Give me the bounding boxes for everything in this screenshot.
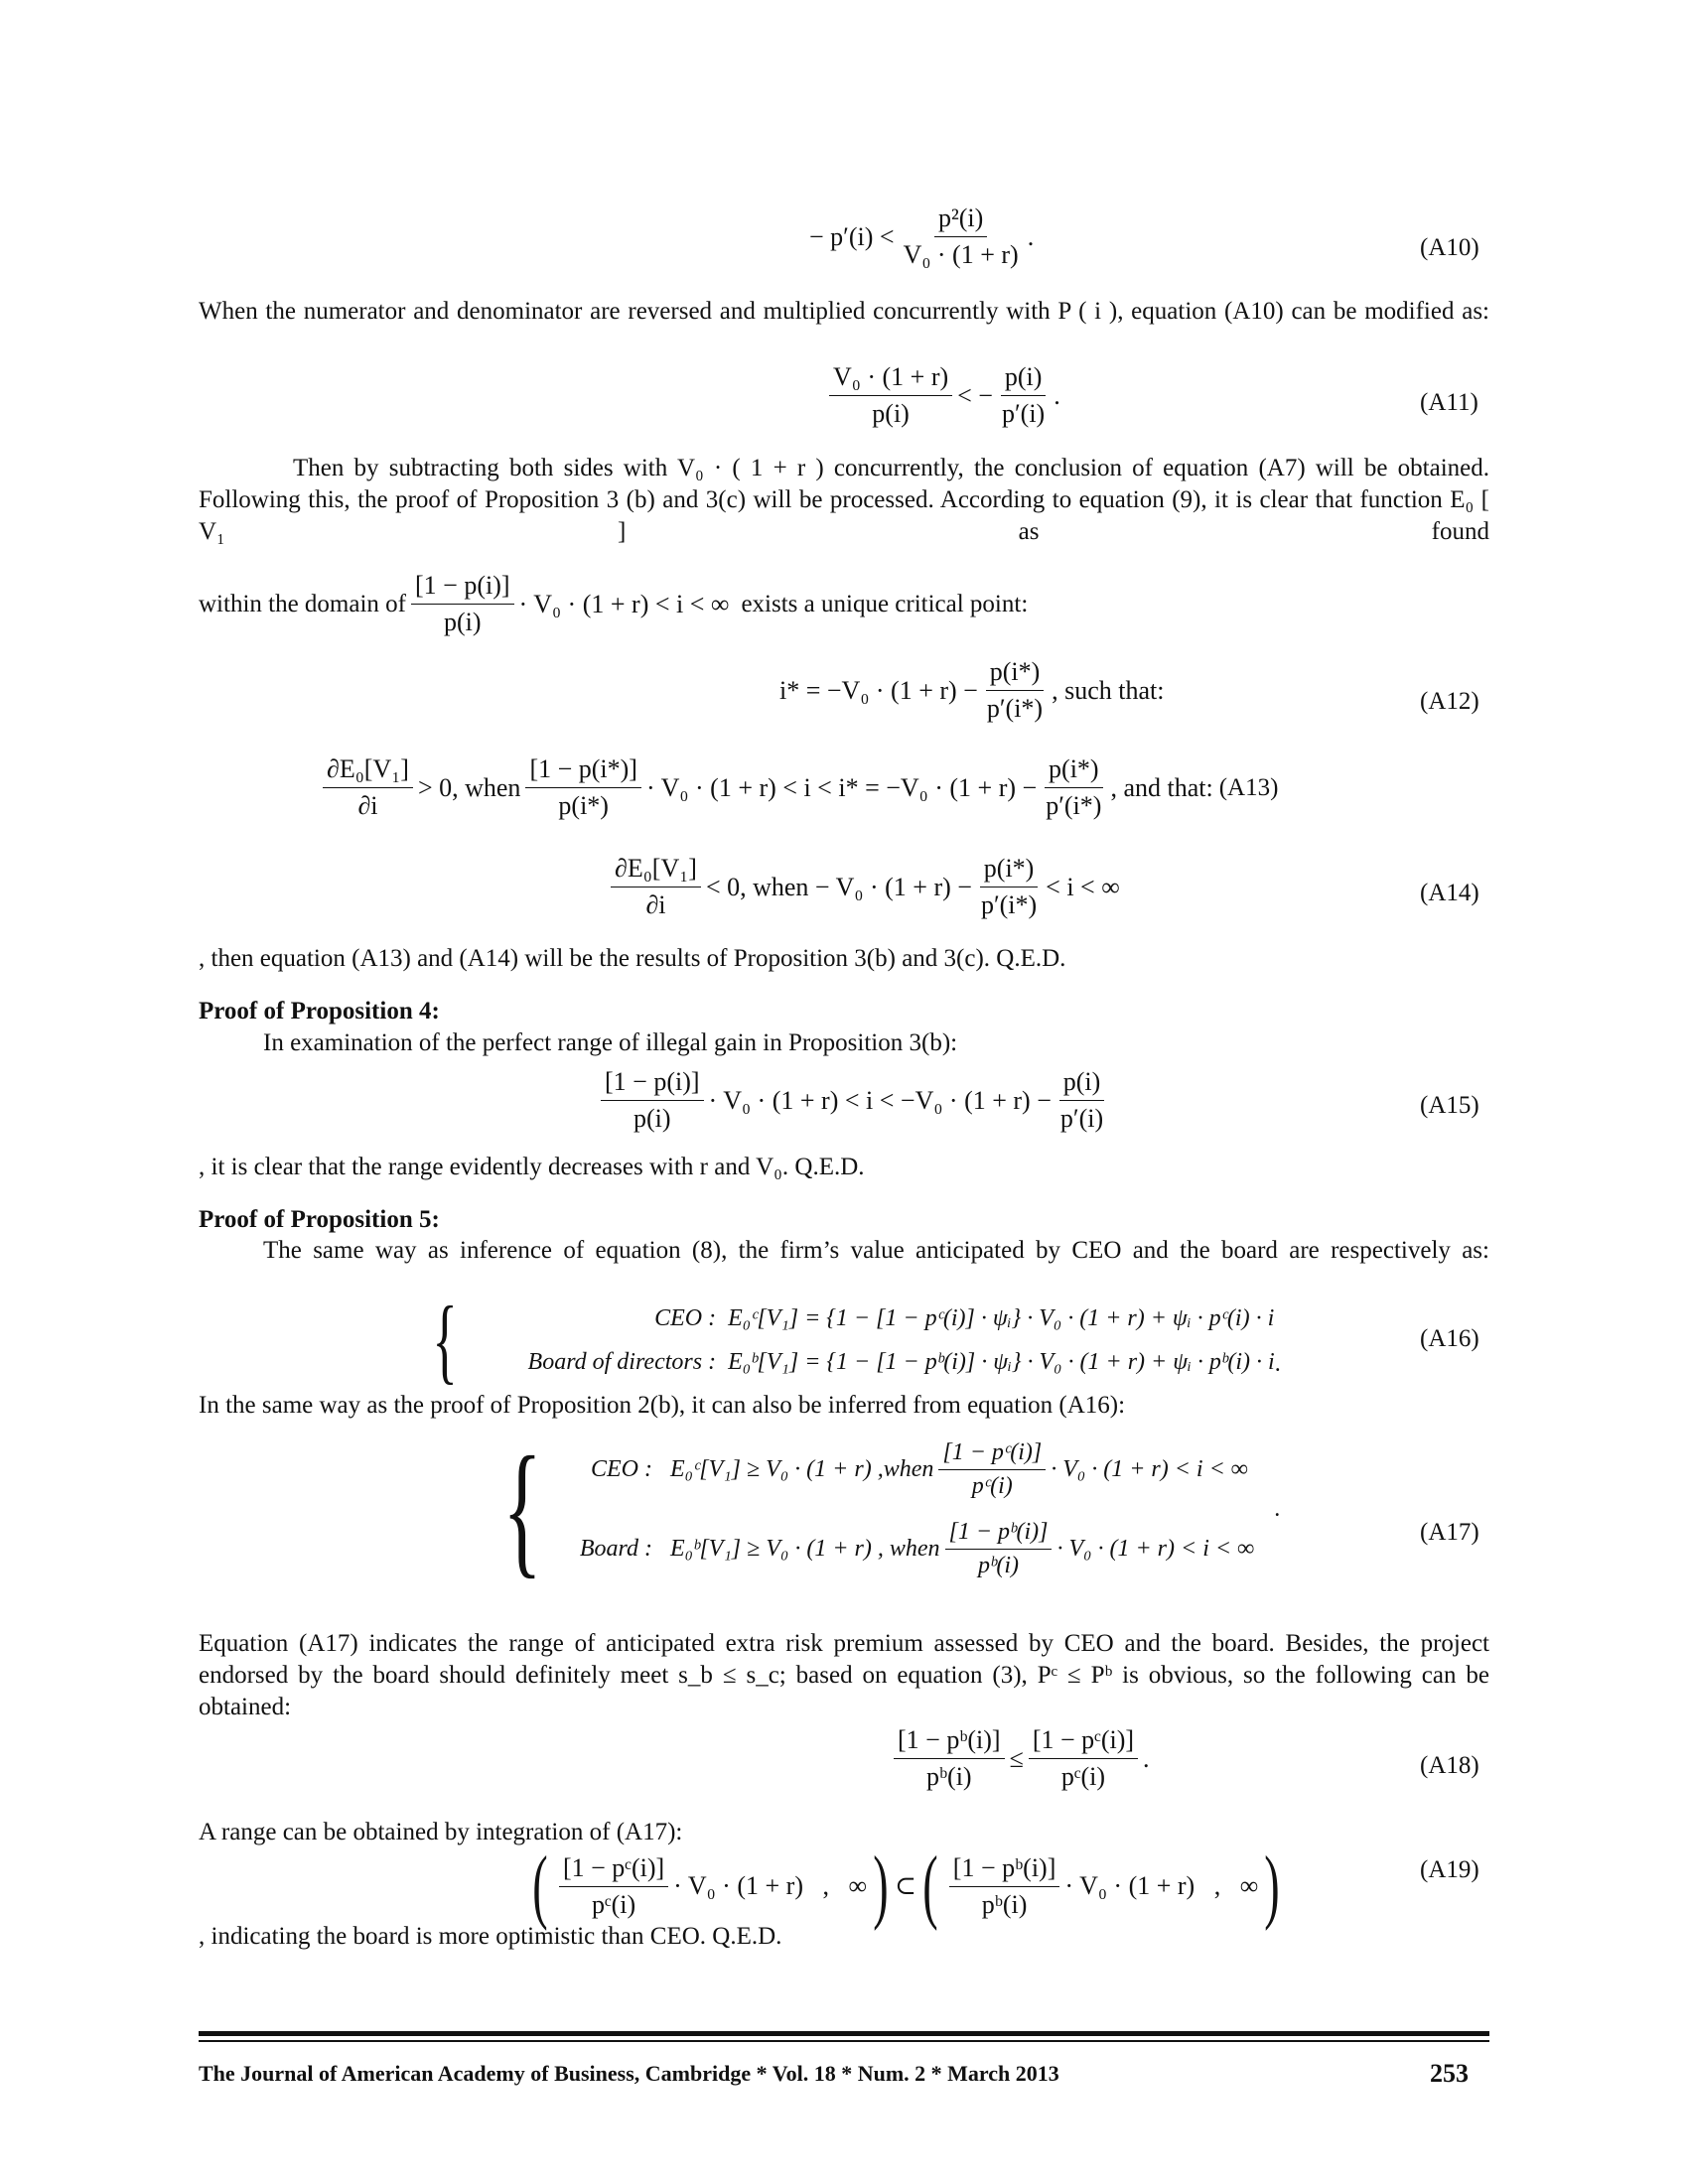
a17-row1-range: · V₀ · (1 + r) < i < ∞ [1051, 1455, 1248, 1482]
a19-interval-left: · V₀ · (1 + r) , ∞ [673, 1871, 868, 1900]
a18-relation: ≤ [1009, 1743, 1024, 1773]
paragraph-proposition-4: In examination of the perfect range of illegal gain in Proposition 3(b): [263, 1029, 958, 1056]
a19-numerator-left: [1 − pᶜ(i)] [559, 1853, 668, 1887]
a13-tail: , and that: [1110, 772, 1213, 802]
a13-fraction-derivative [323, 754, 413, 821]
a11-numerator-left: V₀ · (1 + r) [829, 362, 952, 396]
a17-row1-numerator: [1 − pᶜ(i)] [938, 1439, 1046, 1470]
a10-fraction [900, 204, 1023, 270]
paragraph-proposition-3: Then by subtracting both sides with V₀ · ( 1 + r ) concurrently, the conclusion of equation (A7) will be obtained. Following this, the proof of Proposition 3 (b) and 3(c) will be processed. According to equation (9), it is clear that function E₀ [ V₁ ] as found [199, 455, 1489, 545]
a14-denominator: p′(i*) [980, 890, 1038, 919]
domain-line [199, 571, 1028, 637]
a18-denominator-left: pᵇ(i) [925, 1762, 972, 1791]
equation-number-a12: (A12) [1420, 688, 1479, 715]
equation-a19 [526, 1840, 1286, 1932]
a19-interval-right: · V₀ · (1 + r) , ∞ [1064, 1871, 1259, 1900]
paragraph-proposition-5: The same way as inference of equation (8), the firm’s value anticipated by CEO and the board are respectively as: [263, 1237, 1489, 1264]
a17-row2-range: · V₀ · (1 + r) < i < ∞ [1056, 1535, 1255, 1562]
paragraph-a10-modification: When the numerator and denominator are reversed and multiplied concurrently with P ( i ), equation (A10) can be modified as: [199, 298, 1489, 325]
a11-fraction-right [998, 362, 1049, 429]
a19-close-paren-right: ) [1264, 1840, 1280, 1932]
equation-a18 [889, 1725, 1150, 1792]
a17-row1-label: CEO : [591, 1455, 652, 1482]
paragraph-a16-inference: In the same way as the proof of Proposition 2(b), it can also be inferred from equation (A16): [199, 1392, 1126, 1419]
equation-a15 [596, 1067, 1112, 1134]
domain-denominator: p(i) [443, 608, 482, 636]
equation-number-a13: (A13) [1218, 773, 1279, 801]
a13-derivative-numerator: ∂E₀[V₁] [323, 754, 413, 788]
a17-left-brace: { [502, 1427, 542, 1591]
a17-row2-numerator: [1 − pᵇ(i)] [945, 1519, 1053, 1550]
equation-a11 [824, 362, 1060, 429]
a15-denominator-right: p′(i) [1059, 1104, 1104, 1133]
heading-proof-proposition-4: Proof of Proposition 4: [199, 998, 440, 1024]
a17-row2-fraction [945, 1519, 1053, 1579]
a17-row2-denominator: pᵇ(i) [977, 1552, 1020, 1578]
a19-open-paren-right: ( [922, 1840, 938, 1932]
domain-text-pre: within the domain of [199, 590, 406, 617]
equation-number-a10: (A10) [1420, 234, 1479, 261]
equation-number-a11: (A11) [1420, 389, 1478, 416]
a10-tail: . [1027, 221, 1035, 251]
domain-text-post: exists a unique critical point: [741, 590, 1029, 617]
a10-lhs: − p′(i) < [809, 221, 895, 251]
a16-tail: . [1274, 1351, 1281, 1377]
a17-row2-label: Board : [579, 1535, 652, 1562]
equation-a10 [809, 204, 1034, 270]
a19-denominator-left: pᶜ(i) [591, 1889, 636, 1919]
a16-row2-label: Board of directors : [527, 1348, 717, 1375]
page-number: 253 [1430, 2059, 1469, 2088]
a13-upper-denominator: p′(i*) [1046, 791, 1102, 820]
a19-denominator-right: pᵇ(i) [981, 1889, 1028, 1919]
domain-fraction [411, 571, 514, 637]
a17-row1-expression: E₀ᶜ[V₁] ≥ V₀ · (1 + r) ,when [670, 1455, 934, 1482]
a19-open-paren-left: ( [532, 1840, 548, 1932]
a18-tail: . [1143, 1743, 1150, 1773]
equation-number-a17: (A17) [1420, 1519, 1479, 1546]
a11-fraction-left [829, 362, 952, 429]
a15-denominator-left: p(i) [633, 1104, 671, 1133]
a19-subset: ⊂ [895, 1871, 916, 1900]
a17-row2-expression: E₀ᵇ[V₁] ≥ V₀ · (1 + r) , when [670, 1535, 940, 1562]
a17-row1-denominator: pᶜ(i) [971, 1472, 1013, 1499]
a11-denominator-right: p′(i) [1001, 399, 1046, 428]
paragraph-a13-a14-result: , then equation (A13) and (A14) will be the results of Proposition 3(b) and 3(c). Q.E.D. [199, 945, 1066, 972]
a14-numerator: p(i*) [980, 854, 1039, 887]
a11-denominator-left: p(i) [872, 399, 910, 428]
footer-rule-thick [199, 2031, 1489, 2036]
a18-numerator-right: [1 − pᶜ(i)] [1029, 1725, 1138, 1759]
a13-lower-denominator: p(i*) [558, 791, 609, 820]
journal-footer: The Journal of American Academy of Business, Cambridge * Vol. 18 * Num. 2 * March 2013 [199, 2061, 1059, 2086]
a19-fraction-right [949, 1853, 1060, 1920]
a12-denominator: p′(i*) [986, 694, 1044, 723]
a16-left-brace: { [432, 1287, 458, 1393]
footer-rule-thin [199, 2040, 1489, 2042]
a16-row1-expression: E₀ᶜ[V₁] = {1 − [1 − pᶜ(i)] · ψᵢ} · V₀ · (1 + r) + ψᵢ · pᶜ(i) · i [728, 1304, 1275, 1331]
equation-number-a19: (A19) [1420, 1856, 1479, 1883]
equation-a13 [318, 754, 1278, 821]
paragraph-a17-risk-premium: Equation (A17) indicates the range of anticipated extra risk premium assessed by CEO and the board. Besides, the project endorsed by the board should definitely meet s_b ≤ s_c; based on equation (3), Pᶜ ≤ Pᵇ is obvious, so the following can be obtained: [199, 1630, 1489, 1720]
paragraph-integration: A range can be obtained by integration of (A17): [199, 1819, 683, 1845]
domain-inequality: · V₀ · (1 + r) < i < ∞ [518, 589, 730, 618]
a18-fraction-left [894, 1725, 1005, 1792]
a16-row1-label: CEO : [654, 1304, 717, 1331]
equation-a14 [606, 854, 1120, 920]
a14-derivative-numerator: ∂E₀[V₁] [611, 854, 701, 887]
equation-a16 [422, 1287, 1281, 1393]
a19-fraction-left [559, 1853, 668, 1920]
a17-tail: . [1274, 1495, 1281, 1522]
a19-numerator-right: [1 − pᵇ(i)] [949, 1853, 1060, 1887]
domain-numerator: [1 − p(i)] [411, 571, 514, 605]
a16-row2-expression: E₀ᵇ[V₁] = {1 − [1 − pᵇ(i)] · ψᵢ} · V₀ · (1 + r) + ψᵢ · pᵇ(i) · i [728, 1348, 1275, 1375]
equation-number-a16: (A16) [1420, 1325, 1479, 1352]
a12-lhs: i* = −V₀ · (1 + r) − [779, 675, 978, 705]
equation-number-a18: (A18) [1420, 1752, 1479, 1779]
a14-fraction [977, 854, 1041, 920]
a11-relation: < − [957, 380, 993, 410]
paragraph-conclusion: , indicating the board is more optimistic than CEO. Q.E.D. [199, 1923, 782, 1950]
a11-tail: . [1054, 380, 1060, 410]
a14-derivative-denominator: ∂i [645, 890, 666, 919]
a15-numerator-left: [1 − p(i)] [601, 1067, 704, 1101]
equation-number-a15: (A15) [1420, 1092, 1479, 1119]
a11-numerator-right: p(i) [1001, 362, 1047, 396]
a14-fraction-derivative [611, 854, 701, 920]
a10-denominator: V₀ · (1 + r) [903, 240, 1019, 269]
equation-a12 [779, 657, 1164, 724]
a13-upper-numerator: p(i*) [1045, 754, 1103, 788]
a13-lower-numerator: [1 − p(i*)] [525, 754, 641, 788]
a12-numerator: p(i*) [986, 657, 1045, 691]
a19-close-paren-left: ) [873, 1840, 889, 1932]
a17-row1-fraction [938, 1439, 1046, 1500]
a13-derivative-denominator: ∂i [357, 791, 378, 820]
a12-fraction [983, 657, 1047, 724]
a14-condition: < 0, when − V₀ · (1 + r) − [705, 872, 972, 901]
a10-numerator: p²(i) [934, 204, 987, 237]
a13-fraction-upper [1042, 754, 1105, 821]
a18-denominator-right: pᶜ(i) [1060, 1762, 1106, 1791]
a15-range: · V₀ · (1 + r) < i < −V₀ · (1 + r) − [708, 1085, 1052, 1115]
a13-fraction-lower-bound [525, 754, 641, 821]
a14-tail: < i < ∞ [1046, 872, 1120, 901]
a18-numerator-left: [1 − pᵇ(i)] [894, 1725, 1005, 1759]
heading-proof-proposition-5: Proof of Proposition 5: [199, 1206, 440, 1233]
a15-numerator-right: p(i) [1059, 1067, 1105, 1101]
equation-number-a14: (A14) [1420, 880, 1479, 906]
equation-a17 [487, 1427, 1281, 1591]
a13-condition: > 0, when [417, 772, 521, 802]
a15-fraction-left [601, 1067, 704, 1134]
paragraph-range-decreases: , it is clear that the range evidently decreases with r and V₀. Q.E.D. [199, 1154, 865, 1180]
a15-fraction-right [1056, 1067, 1107, 1134]
a18-fraction-right [1029, 1725, 1138, 1792]
a13-range: · V₀ · (1 + r) < i < i* = −V₀ · (1 + r) − [645, 772, 1038, 802]
a12-tail: , such that: [1052, 675, 1165, 705]
